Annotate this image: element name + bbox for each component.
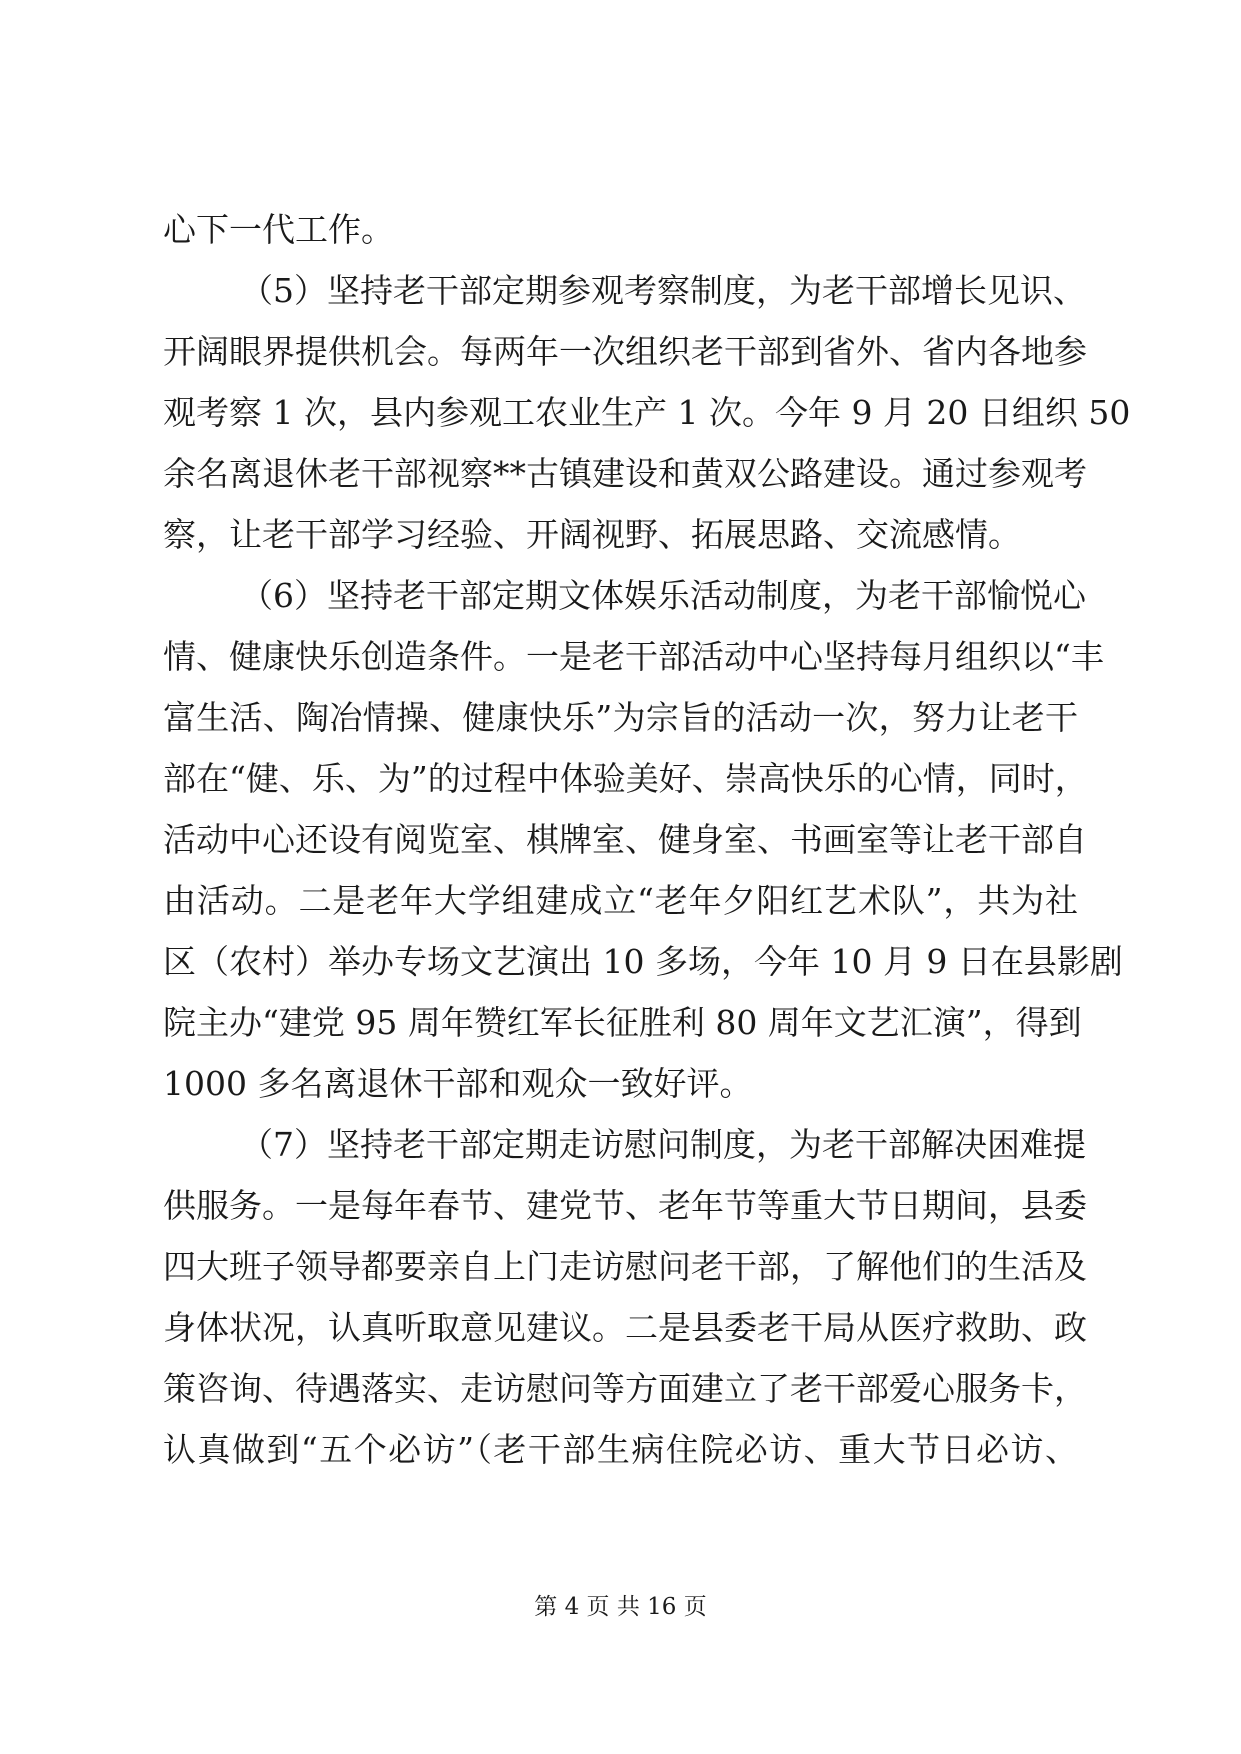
text-line: 察，让老干部学习经验、开阔视野、拓展思路、交流感情。 — [163, 515, 1021, 554]
text-line: 观考察 1 次，县内参观工农业生产 1 次。今年 9 月 20 日组织 50 — [163, 393, 1131, 432]
text-line: 策咨询、待遇落实、走访慰问等方面建立了老干部爱心服务卡， — [163, 1369, 1087, 1408]
text-line: （7）坚持老干部定期走访慰问制度，为老干部解决困难提 — [240, 1125, 1086, 1164]
text-line: 部在“健、乐、为”的过程中体验美好、崇高快乐的心情，同时， — [163, 759, 1088, 798]
text-line: 院主办“建党 95 周年赞红军长征胜利 80 周年文艺汇演”，得到 — [163, 1003, 1082, 1042]
page-number-footer: 第 4 页 共 16 页 — [534, 1594, 707, 1620]
text-line: 开阔眼界提供机会。每两年一次组织老干部到省外、省内各地参 — [163, 332, 1087, 371]
text-line: 富生活、陶冶情操、健康快乐”为宗旨的活动一次，努力让老干 — [163, 698, 1078, 737]
text-line: 余名离退休老干部视察**古镇建设和黄双公路建设。通过参观考 — [163, 454, 1087, 493]
text-line: 心下一代工作。 — [163, 210, 394, 249]
text-line: 身体状况，认真听取意见建议。二是县委老干局从医疗救助、政 — [163, 1308, 1087, 1347]
text-line: 由活动。二是老年大学组建成立“老年夕阳红艺术队”，共为社 — [163, 881, 1078, 920]
text-line: （5）坚持老干部定期参观考察制度，为老干部增长见识、 — [240, 271, 1086, 310]
text-line: 四大班子领导都要亲自上门走访慰问老干部，了解他们的生活及 — [163, 1247, 1087, 1286]
text-line: 情、健康快乐创造条件。一是老干部活动中心坚持每月组织以“丰 — [163, 637, 1104, 676]
text-line: （6）坚持老干部定期文体娱乐活动制度，为老干部愉悦心 — [240, 576, 1086, 615]
text-line: 认真做到“五个必访”（老干部生病住院必访、重大节日必访、 — [163, 1430, 1078, 1469]
text-line: 1000 多名离退休干部和观众一致好评。 — [163, 1064, 753, 1103]
text-line: 活动中心还设有阅览室、棋牌室、健身室、书画室等让老干部自 — [163, 820, 1087, 859]
text-line: 区（农村）举办专场文艺演出 10 多场，今年 10 月 9 日在县影剧 — [163, 942, 1123, 981]
text-line: 供服务。一是每年春节、建党节、老年节等重大节日期间，县委 — [163, 1186, 1087, 1225]
